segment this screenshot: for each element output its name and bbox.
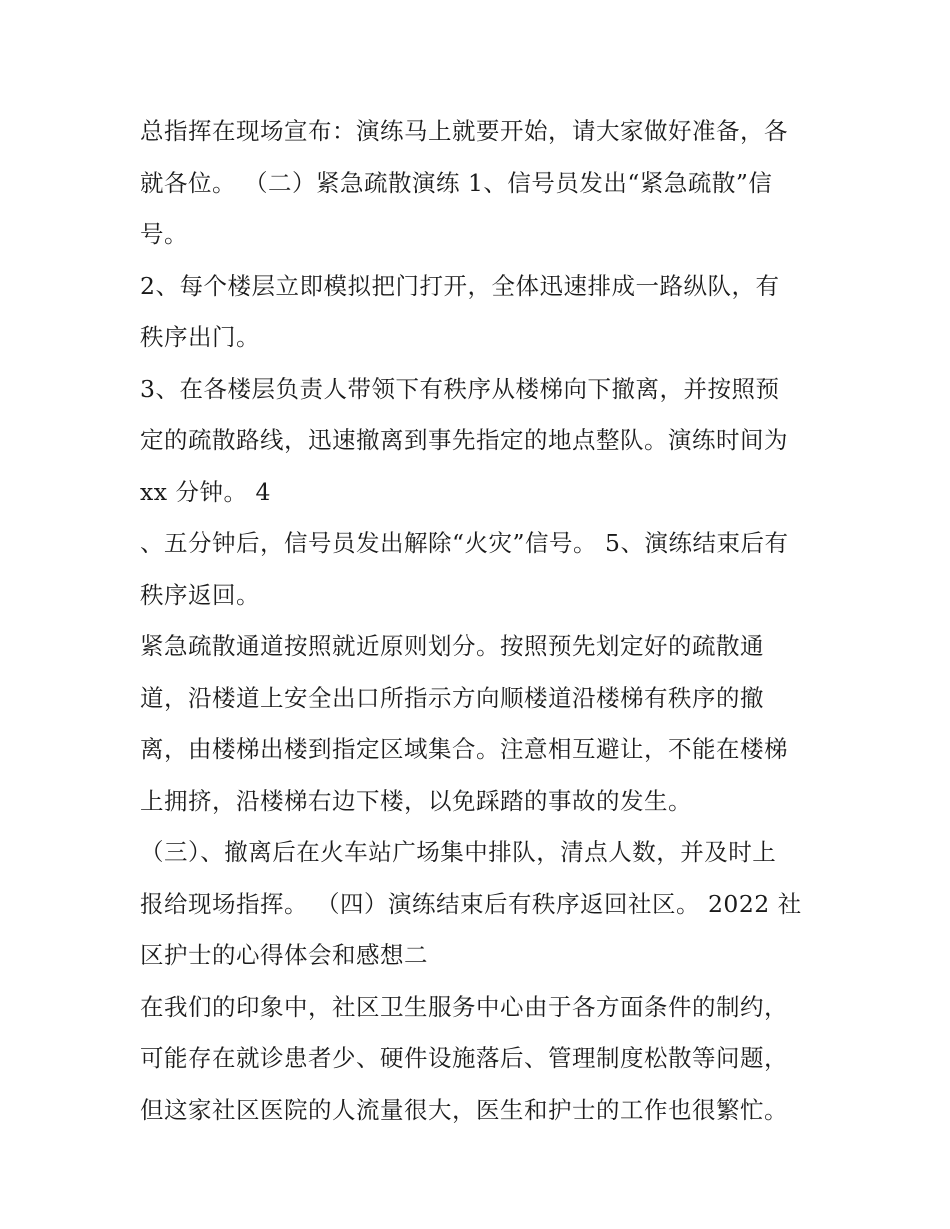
text-line: 号。 xyxy=(140,220,188,248)
text-line: （三）、撤离后在火车站广场集中排队，清点人数，并及时上 xyxy=(140,838,777,866)
text-line: 紧急疏散通道按照就近原则划分。按照预先划定好的疏散通 xyxy=(140,632,764,660)
text-line: xx 分钟。 4 xyxy=(140,477,271,506)
text-line: 秩序返回。 xyxy=(140,580,260,609)
text-line: 、五分钟后，信号员发出解除“火灾”信号。 5、演练结束后有 xyxy=(140,529,789,557)
text-line: 但这家社区医院的人流量很大，医生和护士的工作也很繁忙。 xyxy=(140,1095,788,1124)
text-line: 在我们的印象中，社区卫生服务中心由于各方面条件的制约， xyxy=(140,992,788,1021)
text-line: 定的疏散路线，迅速撤离到事先指定的地点整队。演练时间为 xyxy=(140,426,788,454)
text-line: 3、在各楼层负责人带领下有秩序从楼梯向下撤离，并按照预 xyxy=(140,374,780,403)
document-body xyxy=(140,106,820,1136)
text-line: 就各位。 （二）紧急疏散演练 1、信号员发出“紧急疏散”信 xyxy=(140,168,773,197)
text-line: 上拥挤，沿楼梯右边下楼，以免踩踏的事故的发生。 xyxy=(140,786,692,815)
text-line: 秩序出门。 xyxy=(140,323,260,351)
text-line: 道，沿楼道上安全出口所指示方向顺楼道沿楼梯有秩序的撤 xyxy=(140,683,764,712)
text-line: 离，由楼梯出楼到指定区域集合。注意相互避让，不能在楼梯 xyxy=(140,735,788,763)
text-line: 总指挥在现场宣布：演练马上就要开始，请大家做好准备，各 xyxy=(140,117,788,145)
text-line: 2、每个楼层立即模拟把门打开，全体迅速排成一路纵队，有 xyxy=(140,271,780,300)
text-line: 可能存在就诊患者少、硬件设施落后、管理制度松散等问题， xyxy=(140,1044,788,1072)
text-line: 报给现场指挥。 （四）演练结束后有秩序返回社区。 2022 社 xyxy=(140,889,802,918)
text-line: 区护士的心得体会和感想二 xyxy=(140,941,428,969)
